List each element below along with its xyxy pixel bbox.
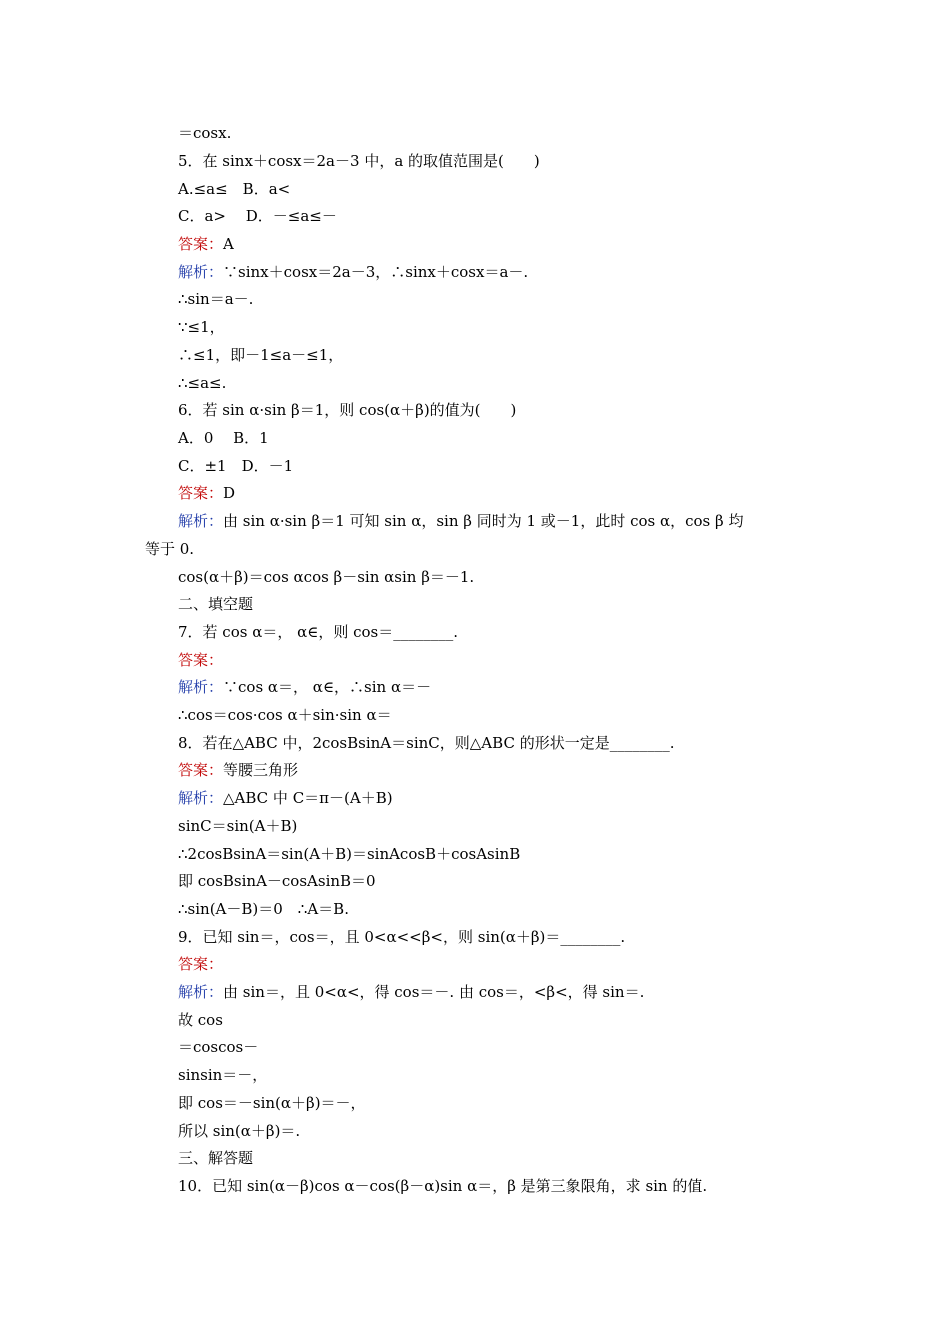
options-line: A．0 B．1 <box>178 429 269 447</box>
options-line: C．±1 D．－1 <box>178 457 294 475</box>
text-line: ∴2cosBsinA＝sin(A＋B)＝sinAcosB＋cosAsinB <box>178 845 521 863</box>
text-line: 故 cos <box>178 1011 223 1029</box>
text-line: cos(α＋β)＝cos αcos β－sin αsin β＝－1. <box>178 568 475 586</box>
text-line: 即 cosBsinA－cosAsinB＝0 <box>178 872 376 890</box>
question-6: 6．若 sin α·sin β＝1，则 cos(α＋β)的值为( ) <box>178 401 517 419</box>
options-line: C．a> D．－≤a≤－ <box>178 207 337 225</box>
explanation-line: 解析：∵sinx＋cosx＝2a－3，∴sinx＋cosx＝a－. <box>178 263 529 281</box>
answer-line <box>178 650 223 670</box>
explanation-label: 解析： <box>178 983 224 1001</box>
explanation-label: 解析： <box>178 512 224 530</box>
options-line: A.≤a≤ B．a< <box>178 180 291 198</box>
explanation-label: 解析： <box>178 789 224 807</box>
text-line: ∴cos＝cos·cos α＋sin·sin α＝ <box>178 706 392 724</box>
question-7: 7．若 cos α＝， α∈，则 cos＝________. <box>178 623 459 641</box>
explanation-label: 解析： <box>178 678 224 696</box>
question-8: 8．若在△ABC 中，2cosBsinA＝sinC，则△ABC 的形状一定是________. <box>178 734 675 752</box>
explanation-line: 解析：△ABC 中 C＝π－(A＋B) <box>178 789 393 807</box>
text-line: ∵≤1， <box>178 318 225 336</box>
text-line: ∴≤1，即－1≤a－≤1， <box>178 346 344 364</box>
answer-line <box>178 954 223 974</box>
answer-line: 答案：等腰三角形 <box>178 761 299 779</box>
question-9: 9．已知 sin＝，cos＝，且 0<α<<β<，则 sin(α＋β)＝________. <box>178 928 626 946</box>
answer-label: 答案： <box>178 484 224 502</box>
text-line: ∴≤a≤. <box>178 374 227 392</box>
explanation-line: 解析：由 sin α·sin β＝1 可知 sin α，sin β 同时为 1 或－1，此时 cos α，cos β 均 <box>178 512 744 530</box>
explanation-line: 解析：∵cos α＝， α∈，∴sin α＝－ <box>178 678 432 696</box>
answer-label: 答案： <box>178 761 224 779</box>
explanation-line: 解析：由 sin＝，且 0<α<，得 cos＝－. 由 cos＝，<β<，得 sin＝. <box>178 983 645 1001</box>
question-10: 10．已知 sin(α－β)cos α－cos(β－α)sin α＝，β 是第三象限角，求 sin 的值. <box>178 1177 708 1195</box>
text-line: sinsin＝－， <box>178 1066 268 1084</box>
text-line: ＝cosx. <box>178 124 232 142</box>
text-line: ∴sin(A－B)＝0 ∴A＝B. <box>178 900 349 918</box>
text-line: ＝coscos－ <box>178 1038 259 1056</box>
text-line: 即 cos＝－sin(α＋β)＝－， <box>178 1094 366 1112</box>
section-heading: 三、解答题 <box>178 1149 254 1167</box>
text-line: 等于 0. <box>145 540 195 558</box>
answer-line: 答案：A <box>178 235 234 253</box>
text-line: 所以 sin(α＋β)＝. <box>178 1122 301 1140</box>
answer-label: 答案： <box>178 235 224 253</box>
explanation-label: 解析： <box>178 263 224 281</box>
answer-label: 答案： <box>178 955 224 973</box>
answer-label: 答案： <box>178 651 224 669</box>
answer-line: 答案：D <box>178 484 236 502</box>
text-line: sinC＝sin(A＋B) <box>178 817 298 835</box>
question-5: 5．在 sinx＋cosx＝2a－3 中，a 的取值范围是( ) <box>178 152 540 170</box>
section-heading: 二、填空题 <box>178 595 254 613</box>
text-line: ∴sin＝a－. <box>178 290 254 308</box>
